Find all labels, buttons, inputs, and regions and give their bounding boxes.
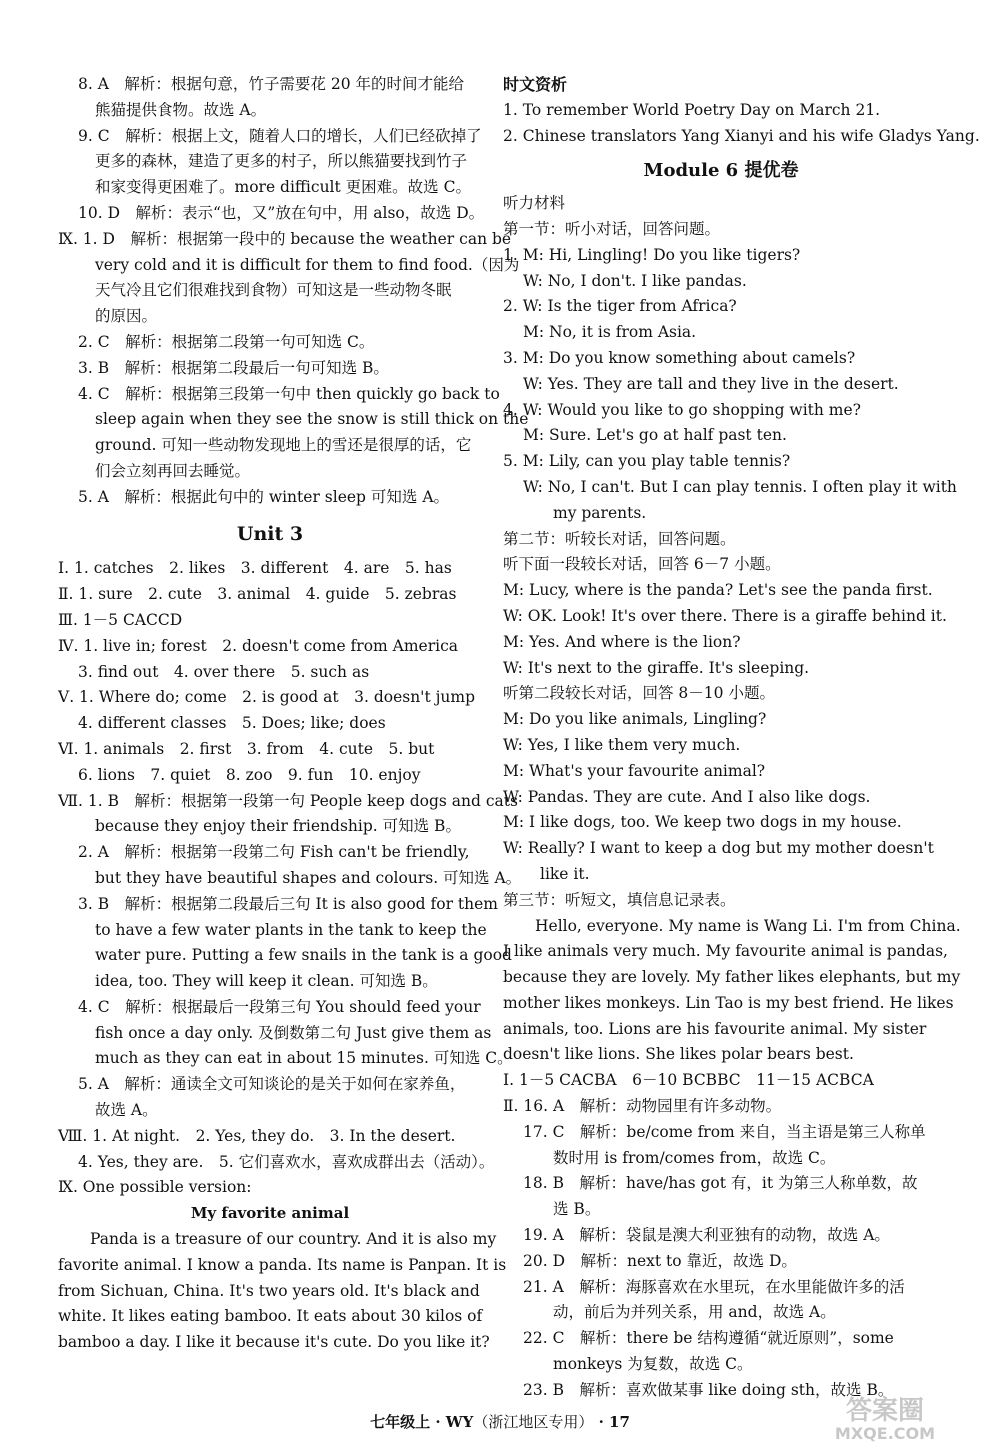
text-line: Ⅲ. 1－5 CACCD bbox=[58, 610, 183, 629]
text-line: Ⅰ. 1. catches 2. likes 3. different 4. are 5. has bbox=[58, 559, 452, 578]
text-line: W: It's next to the giraffe. It's sleeping. bbox=[503, 658, 810, 677]
text-line: Ⅸ. One possible version: bbox=[58, 1178, 252, 1197]
text-line: ground. 可知一些动物发现地上的雪还是很厚的话，它 bbox=[95, 436, 472, 455]
text-line: because they are lovely. My father likes elephants, but my bbox=[503, 968, 961, 987]
text-line: 3. find out 4. over there 5. such as bbox=[78, 662, 370, 681]
text-line: W: No, I can't. But I can play tennis. I often play it with bbox=[523, 477, 957, 496]
text-line: very cold and it is difficult for them to find food.（因为 bbox=[95, 255, 520, 274]
text-line: 更多的森林，建造了更多的村子，所以熊猫要找到竹子 bbox=[95, 152, 468, 171]
text-line: idea, too. They will keep it clean. 可知选 B。 bbox=[95, 972, 438, 991]
text-line: to have a few water plants in the tank to keep the bbox=[95, 920, 487, 939]
text-line: 和家变得更困难了。more difficult 更困难。故选 C。 bbox=[95, 178, 471, 197]
unit-heading: Unit 3 bbox=[236, 522, 304, 545]
right-column bbox=[503, 72, 980, 1404]
text-line: 18. B 解析：have/has got 有，it 为第三人称单数，故 bbox=[523, 1174, 918, 1193]
text-line: 4. different classes 5. Does; like; does bbox=[78, 714, 386, 733]
text-line: Hello, everyone. My name is Wang Li. I'm from China. bbox=[535, 916, 961, 935]
text-line: 4. W: Would you like to go shopping with me? bbox=[503, 400, 861, 419]
text-line: Ⅱ. 1. sure 2. cute 3. animal 4. guide 5. zebras bbox=[58, 585, 457, 604]
footer-grade: 七年级上 · WY bbox=[370, 1413, 474, 1431]
text-line: Ⅸ. 1. D 解析：根据第一段中的 because the weather can be bbox=[58, 229, 512, 248]
text-line: M: I like dogs, too. We keep two dogs in my house. bbox=[503, 813, 902, 832]
text-line: from Sichuan, China. It's two years old. It's black and bbox=[58, 1281, 480, 1300]
text-line: animals, too. Lions are his favourite animal. My sister bbox=[503, 1019, 927, 1038]
text-line: 21. A 解析：海豚喜欢在水里玩，在水里能做许多的活 bbox=[523, 1277, 905, 1296]
text-line: 听力材料 bbox=[503, 194, 566, 213]
text-line: Panda is a treasure of our country. And it is also my bbox=[90, 1230, 497, 1249]
text-line: M: Do you like animals, Lingling? bbox=[503, 710, 767, 729]
left-column bbox=[58, 72, 529, 1356]
text-line: 5. A 解析：根据此句中的 winter sleep 可知选 A。 bbox=[78, 487, 450, 506]
text-line: 2. W: Is the tiger from Africa? bbox=[503, 297, 737, 316]
module-heading: Module 6 提优卷 bbox=[643, 160, 799, 182]
text-line: 第二节：听较长对话，回答问题。 bbox=[503, 529, 736, 548]
text-line: Ⅰ. 1－5 CACBA 6－10 BCBBC 11－15 ACBCA bbox=[503, 1071, 874, 1090]
text-line: 动，前后为并列关系，用 and，故选 A。 bbox=[553, 1303, 836, 1322]
text-line: 天气冷且它们很难找到食物）可知这是一些动物冬眠 bbox=[95, 281, 452, 300]
text-line: M: What's your favourite animal? bbox=[503, 761, 766, 780]
text-line: Ⅱ. 16. A 解析：动物园里有许多动物。 bbox=[503, 1097, 782, 1116]
text-line: W: Yes. They are tall and they live in the desert. bbox=[523, 374, 899, 393]
text-line: 的原因。 bbox=[95, 307, 158, 326]
text-line: I like animals very much. My favourite animal is pandas, bbox=[503, 942, 948, 961]
text-line: 6. lions 7. quiet 8. zoo 9. fun 10. enjoy bbox=[78, 765, 421, 784]
text-line: 1. M: Hi, Lingling! Do you like tigers? bbox=[503, 245, 801, 264]
text-line: 故选 A。 bbox=[95, 1101, 158, 1120]
text-line: 5. A 解析：通读全文可知谈论的是关于如何在家养鱼， bbox=[78, 1075, 466, 1094]
text-line: W: Pandas. They are cute. And I also like dogs. bbox=[503, 787, 871, 806]
text-line: 10. D 解析：表示“也，又”放在句中，用 also，故选 D。 bbox=[78, 203, 485, 222]
text-line: 20. D 解析：next to 靠近，故选 D。 bbox=[523, 1251, 797, 1270]
text-line: 3. M: Do you know something about camels? bbox=[503, 348, 856, 367]
text-line: my parents. bbox=[553, 503, 647, 522]
text-line: W: Really? I want to keep a dog but my mother doesn't bbox=[503, 839, 934, 858]
text-line: mother likes monkeys. Lin Tao is my best friend. He likes bbox=[503, 993, 954, 1012]
text-line: 听第二段较长对话，回答 8－10 小题。 bbox=[503, 684, 775, 703]
text-line: 17. C 解析：be/come from 来自，当主语是第三人称单 bbox=[523, 1122, 926, 1141]
text-line: doesn't like lions. She likes polar bears best. bbox=[503, 1045, 854, 1064]
text-line: Ⅴ. 1. Where do; come 2. is good at 3. doesn't jump bbox=[58, 688, 476, 707]
text-line: monkeys 为复数，故选 C。 bbox=[553, 1355, 753, 1374]
footer-region: （浙江地区专用） bbox=[473, 1413, 594, 1431]
text-line: 第三节：听短文，填信息记录表。 bbox=[503, 890, 736, 909]
text-line: Ⅳ. 1. live in; forest 2. doesn't come from America bbox=[58, 636, 459, 655]
watermark-logo bbox=[780, 1393, 990, 1443]
text-line: 听下面一段较长对话，回答 6－7 小题。 bbox=[503, 555, 781, 574]
text-line: 22. C 解析：there be 结构遵循“就近原则”，some bbox=[523, 1329, 894, 1348]
text-line: much as they can eat in about 15 minutes. 可知选 C。 bbox=[95, 1049, 513, 1068]
text-line: 1. To remember World Poetry Day on March 21. bbox=[503, 100, 881, 119]
text-line: M: No, it is from Asia. bbox=[523, 323, 697, 342]
text-line: M: Lucy, where is the panda? Let's see the panda first. bbox=[503, 581, 933, 600]
text-line: 8. A 解析：根据句意，竹子需要花 20 年的时间才能给 bbox=[78, 75, 464, 93]
text-line: water pure. Putting a few snails in the tank is a good bbox=[95, 946, 512, 965]
text-line: 4. Yes, they are. 5. 它们喜欢水，喜欢成群出去（活动）。 bbox=[78, 1152, 495, 1171]
text-line: favorite animal. I know a panda. Its name is Panpan. It is bbox=[58, 1255, 507, 1274]
text-line: fish once a day only. 及倒数第二句 Just give them as bbox=[95, 1023, 492, 1042]
text-line: like it. bbox=[540, 864, 590, 883]
text-line: 选 B。 bbox=[553, 1200, 601, 1219]
text-line: M: Yes. And where is the lion? bbox=[503, 632, 741, 651]
text-line: because they enjoy their friendship. 可知选 B。 bbox=[95, 817, 461, 836]
text-line: 2. Chinese translators Yang Xianyi and his wife Gladys Yang. bbox=[503, 126, 980, 145]
text-line: 熊猫提供食物。故选 A。 bbox=[95, 100, 267, 119]
essay-title: My favorite animal bbox=[190, 1204, 350, 1223]
text-line: but they have beautiful shapes and colours. 可知选 A。 bbox=[95, 868, 522, 887]
section-heading: 时文资析 bbox=[503, 75, 568, 94]
text-line: 23. B 解析：喜欢做某事 like doing sth，故选 B。 bbox=[523, 1380, 894, 1399]
text-line: 2. A 解析：根据第一段第二句 Fish can't be friendly, bbox=[78, 843, 470, 862]
watermark-line2: MXQE.COM bbox=[834, 1424, 936, 1443]
text-line: W: Yes, I like them very much. bbox=[503, 735, 741, 754]
text-line: Ⅶ. 1. B 解析：根据第一段第一句 People keep dogs and cats bbox=[58, 791, 518, 810]
text-line: 5. M: Lily, can you play table tennis? bbox=[503, 452, 791, 471]
text-line: 第一节：听小对话，回答问题。 bbox=[503, 219, 721, 238]
text-line: 4. C 解析：根据第三段第一句中 then quickly go back to bbox=[78, 384, 500, 403]
text-line: W: OK. Look! It's over there. There is a giraffe behind it. bbox=[503, 606, 947, 625]
text-line: 19. A 解析：袋鼠是澳大利亚独有的动物，故选 A。 bbox=[523, 1226, 890, 1245]
text-line: 3. B 解析：根据第二段最后一句可知选 B。 bbox=[78, 358, 389, 377]
text-line: 4. C 解析：根据最后一段第三句 You should feed your bbox=[78, 997, 481, 1016]
text-line: 3. B 解析：根据第二段最后三句 It is also good for them bbox=[78, 894, 498, 913]
text-line: white. It likes eating bamboo. It eats about 30 kilos of bbox=[58, 1307, 483, 1326]
text-line: Ⅵ. 1. animals 2. first 3. from 4. cute 5. but bbox=[58, 739, 435, 758]
watermark-line1: 答案圈 bbox=[845, 1396, 925, 1426]
text-line: sleep again when they see the snow is still thick on the bbox=[95, 410, 529, 429]
text-line: M: Sure. Let's go at half past ten. bbox=[523, 426, 787, 445]
text-line: 9. C 解析：根据上文，随着人口的增长，人们已经砍掉了 bbox=[78, 126, 482, 145]
text-line: bamboo a day. I like it because it's cute. Do you like it? bbox=[58, 1333, 490, 1352]
text-line: 2. C 解析：根据第二段第一句可知选 C。 bbox=[78, 332, 375, 351]
text-line: W: No, I don't. I like pandas. bbox=[523, 271, 747, 290]
text-line: 们会立刻再回去睡觉。 bbox=[95, 461, 251, 480]
text-line: Ⅷ. 1. At night. 2. Yes, they do. 3. In the desert. bbox=[58, 1126, 456, 1145]
footer-page-number: · 17 bbox=[598, 1413, 630, 1431]
text-line: 数时用 is from/comes from，故选 C。 bbox=[553, 1148, 836, 1167]
